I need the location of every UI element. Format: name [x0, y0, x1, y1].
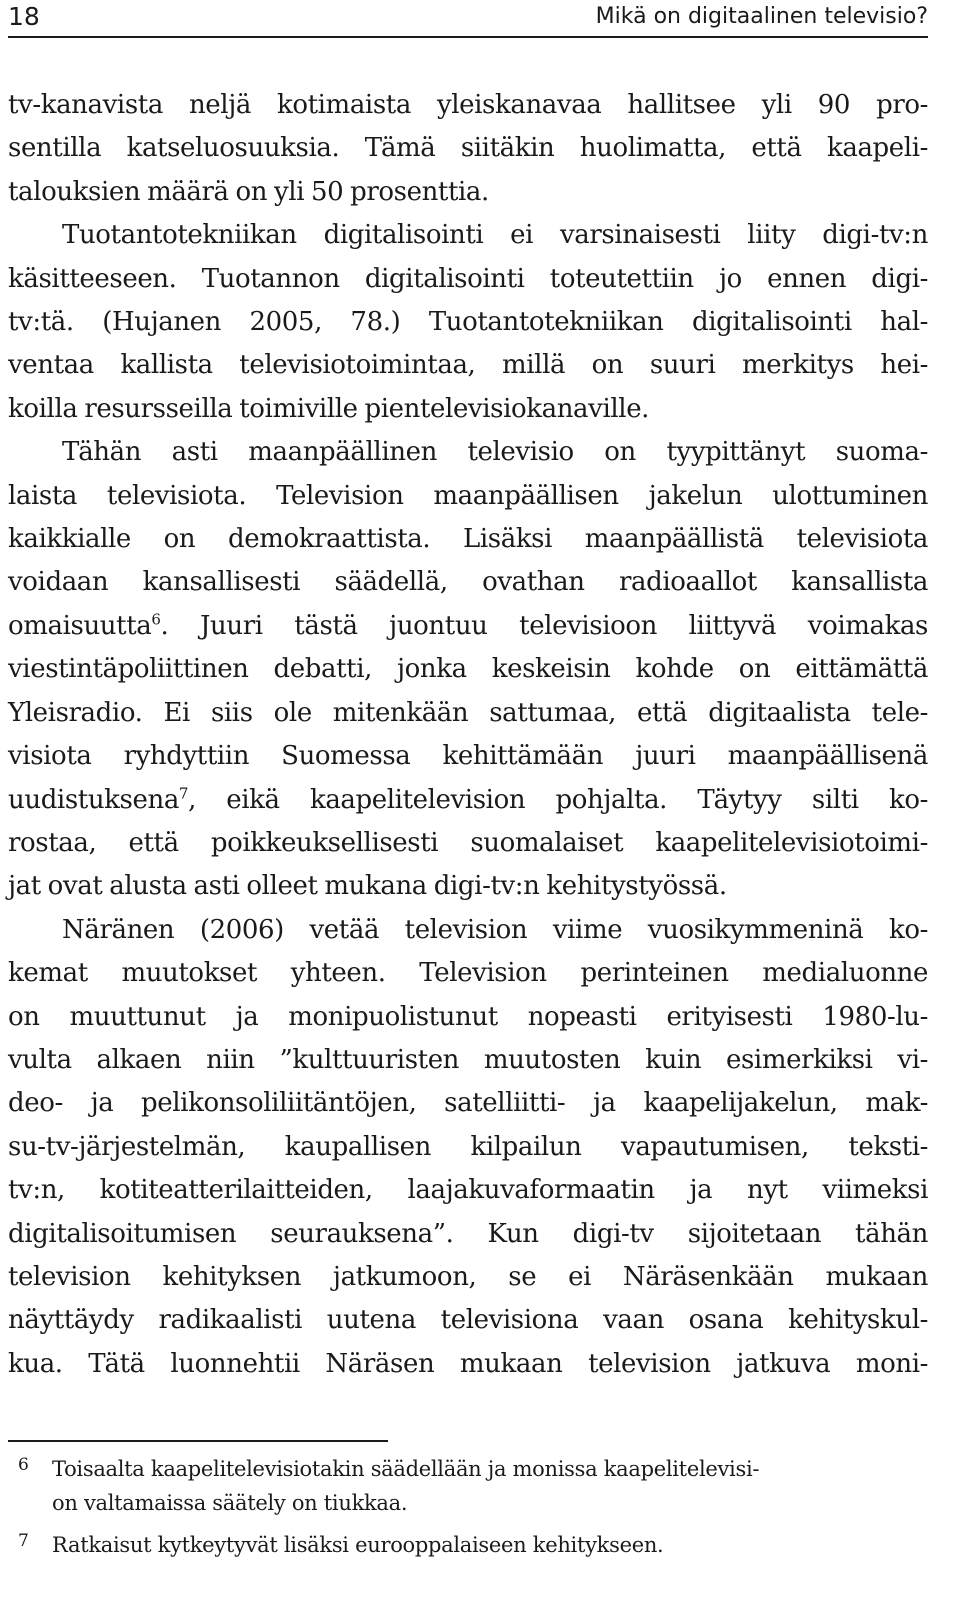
footnote-ref-7[interactable]: 7	[178, 783, 189, 802]
text-fragment: omaisuutta	[8, 610, 152, 641]
footnote-rule	[8, 1440, 388, 1442]
footnote-line: Toisaalta kaapelitelevisiotakin säädellään ja monissa kaapelitelevisi-	[52, 1457, 760, 1481]
text-line: deo- ja pelikonsoliliitäntöjen, satelliitti- ja kaapelijakelun, mak-	[8, 1088, 928, 1119]
text-fragment: . Juuri tästä juontuu televisioon liittyvä voimakas	[160, 610, 928, 641]
footnote-6	[8, 1452, 928, 1520]
text-line: tv-kanavista neljä kotimaista yleiskanavaa hallitsee yli 90 pro-	[8, 90, 928, 120]
text-line: visiota ryhdyttiin Suomessa kehittämään juuri maanpäällisenä	[8, 741, 928, 772]
text-line: sentilla katseluosuuksia. Tämä siitäkin huolimatta, että kaapeli-	[8, 133, 928, 164]
text-fragment: , eikä kaapelitelevision pohjalta. Täytyy silti ko-	[188, 784, 928, 815]
text-line: viestintäpoliittinen debatti, jonka keskeisin kohde on eittämättä	[8, 654, 928, 685]
text-line: voidaan kansallisesti säädellä, ovathan radioaallot kansallista	[8, 567, 928, 598]
footnote-mark: 6	[18, 1455, 29, 1475]
text-line: on muuttunut ja monipuolistunut nopeasti erityisesti 1980-lu-	[8, 1001, 928, 1032]
text-line: kemat muutokset yhteen. Television perinteinen medialuonne	[8, 958, 928, 989]
text-line: rostaa, että poikkeuksellisesti suomalaiset kaapelitelevisiotoimi-	[8, 827, 928, 858]
page-header	[8, 0, 928, 40]
footnote-mark: 7	[18, 1531, 29, 1551]
text-line	[8, 605, 928, 648]
body-text	[8, 84, 928, 1386]
text-fragment: uudistuksena	[8, 784, 179, 815]
text-line: ventaa kallista televisiotoimintaa, millä on suuri merkitys hei-	[8, 350, 928, 381]
text-line: talouksien määrä on yli 50 prosenttia.	[8, 176, 489, 207]
text-line: näyttäydy radikaalisti uutena televisiona vaan osana kehityskul-	[8, 1305, 928, 1336]
header-rule	[8, 36, 928, 38]
text-line: Tähän asti maanpäällinen televisio on tyypittänyt suoma-	[62, 437, 928, 468]
text-line: su-tv-järjestelmän, kaupallisen kilpailun vapautumisen, teksti-	[8, 1131, 928, 1162]
text-line: kaikkialle on demokraattista. Lisäksi maanpäällistä televisiota	[8, 524, 928, 555]
text-line: jat ovat alusta asti olleet mukana digi-tv:n kehitystyössä.	[8, 871, 727, 902]
text-line: television kehityksen jatkumoon, se ei Näräsenkään mukaan	[8, 1261, 928, 1292]
text-line: tv:tä. (Hujanen 2005, 78.) Tuotantotekniikan digitalisointi hal-	[8, 307, 928, 338]
text-line	[8, 779, 928, 822]
text-line: Tuotantotekniikan digitalisointi ei varsinaisesti liity digi-tv:n	[62, 220, 928, 251]
footnote-7	[8, 1528, 928, 1562]
footnote-ref-6[interactable]: 6	[151, 610, 161, 629]
running-title: Mikä on digitaalinen televisio?	[595, 4, 928, 29]
footnote-line: Ratkaisut kytkeytyvät lisäksi eurooppalaiseen kehitykseen.	[52, 1533, 664, 1557]
text-line: Näränen (2006) vetää television viime vuosikymmeninä ko-	[62, 914, 928, 945]
text-line: Yleisradio. Ei siis ole mitenkään sattumaa, että digitaalista tele-	[8, 697, 928, 728]
footnotes	[8, 1452, 928, 1570]
text-line: vulta alkaen niin ”kulttuuristen muutosten kuin esimerkiksi vi-	[8, 1044, 928, 1075]
text-line: koilla resursseilla toimiville pientelevisiokanaville.	[8, 393, 650, 424]
text-line: käsitteeseen. Tuotannon digitalisointi toteutettiin jo ennen digi-	[8, 263, 928, 294]
footnote-line: on valtamaissa säätely on tiukkaa.	[52, 1491, 408, 1515]
page-number: 18	[8, 2, 40, 31]
text-line: tv:n, kotiteatterilaitteiden, laajakuvaformaatin ja nyt viimeksi	[8, 1175, 928, 1206]
text-line: digitalisoitumisen seurauksena”. Kun digi-tv sijoitetaan tähän	[8, 1218, 928, 1249]
text-line: laista televisiota. Television maanpäällisen jakelun ulottuminen	[8, 480, 928, 511]
text-line: kua. Tätä luonnehtii Näräsen mukaan television jatkuva moni-	[8, 1348, 928, 1379]
